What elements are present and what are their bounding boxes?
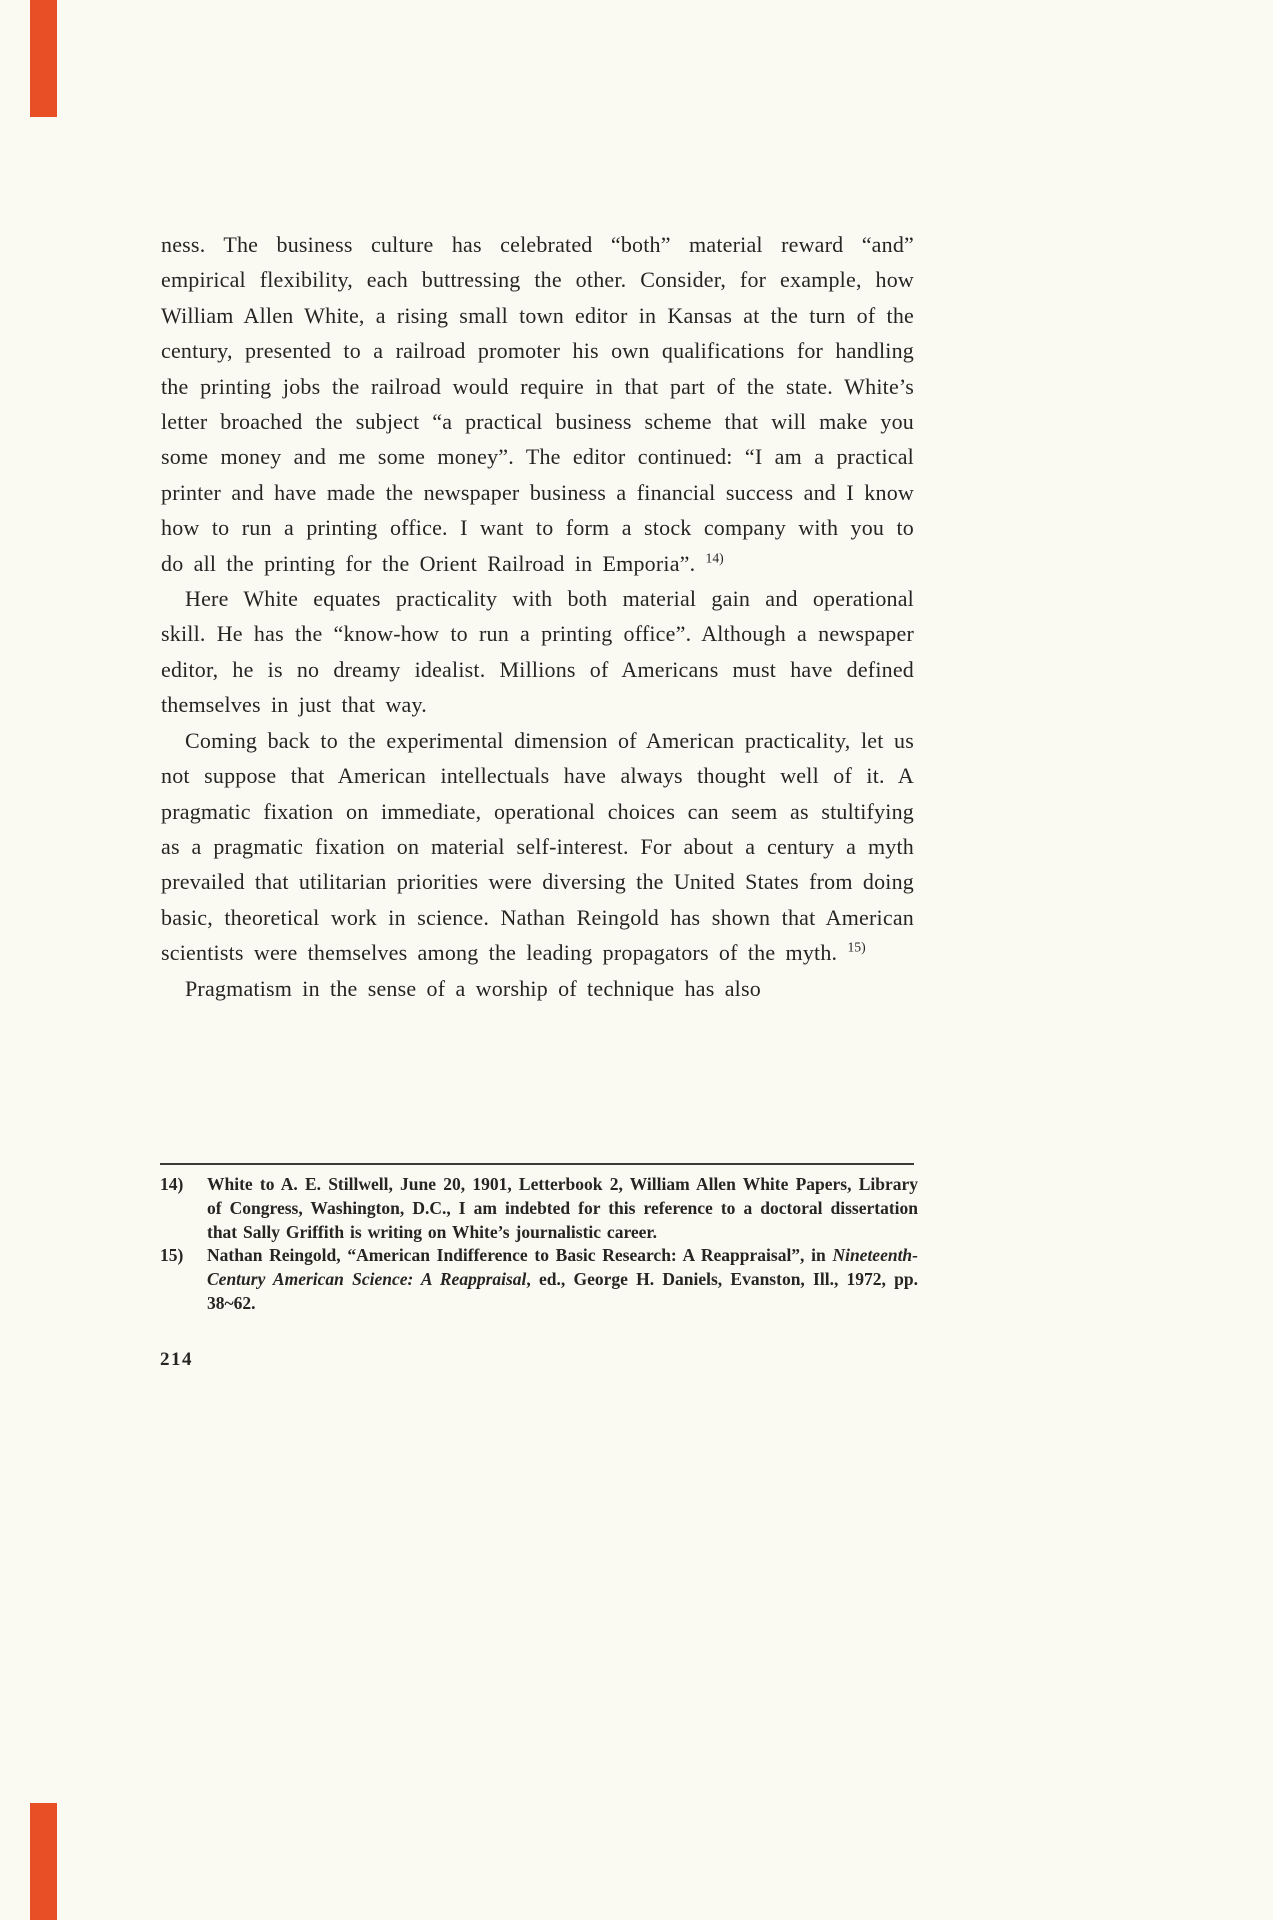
scan-edge-strip-bottom	[30, 1803, 57, 1920]
page-number: 214	[160, 1349, 193, 1370]
footnote-text	[207, 1174, 918, 1242]
footnote-label: 15)	[160, 1245, 184, 1266]
body-paragraph	[161, 581, 914, 723]
body-paragraph	[161, 971, 914, 1006]
body-text	[161, 227, 914, 1006]
body-paragraph	[161, 227, 914, 581]
body-paragraph	[161, 723, 914, 971]
text-run: , ed., George H. Daniels, Evanston, Ill., 1972, pp. 38~62.	[207, 1269, 918, 1313]
footnotes-section	[160, 1173, 918, 1316]
text-run: ness. The business culture has celebrated “both” material reward “and” empirical flexibility, each buttressing the other. Consider, for example, how William Allen White, a rising small town editor in Kansas at the turn of the century, presented to a railroad promoter his own qualifications for handling the printing jobs the railroad would require in that part of the state. White’s letter broached the subject “a practical business scheme that will make you some money and me some money”. The editor continued: “I am a practical printer and have made the newspaper business a financial success and I know how to run a printing office. I want to form a stock company with you to do all the printing for the Orient Railroad in Emporia”.	[161, 232, 914, 576]
text-run: White to A. E. Stillwell, June 20, 1901, Letterbook 2, William Allen White Papers, Library of Congress, Washington, D.C., I am indebted for this reference to a doctoral dissertation that Sally Griffith is writing on White’s journalistic career.	[207, 1174, 918, 1242]
footnote-reference: 14)	[705, 550, 724, 566]
footnote-text	[207, 1245, 918, 1313]
footnote-item	[160, 1244, 918, 1315]
italic-text-run: Nineteenth-Century American Science: A Reappraisal	[207, 1245, 918, 1290]
footnote-item	[160, 1173, 918, 1244]
footnote-reference: 15)	[847, 939, 866, 955]
text-run: Coming back to the experimental dimension of American practicality, let us not suppose that American intellectuals have always thought well of it. A pragmatic fixation on immediate, operational choices can seem as stultifying as a pragmatic fixation on material self-interest. For about a century a myth prevailed that utilitarian priorities were diversing the United States from doing basic, theoretical work in science. Nathan Reingold has shown that American scientists were themselves among the leading propagators of the myth.	[161, 727, 914, 966]
text-run: Nathan Reingold, “American Indifference to Basic Research: A Reappraisal”, in	[207, 1245, 833, 1266]
text-run: Here White equates practicality with both material gain and operational skill. He has the “know-how to run a printing office”. Although a newspaper editor, he is no dreamy idealist. Millions of Americans must have defined themselves in just that way.	[161, 586, 914, 718]
footnote-label: 14)	[160, 1174, 184, 1194]
scan-edge-strip-top	[30, 0, 57, 117]
text-run: Pragmatism in the sense of a worship of technique has also	[185, 975, 761, 1001]
footnote-separator-rule	[160, 1163, 914, 1165]
